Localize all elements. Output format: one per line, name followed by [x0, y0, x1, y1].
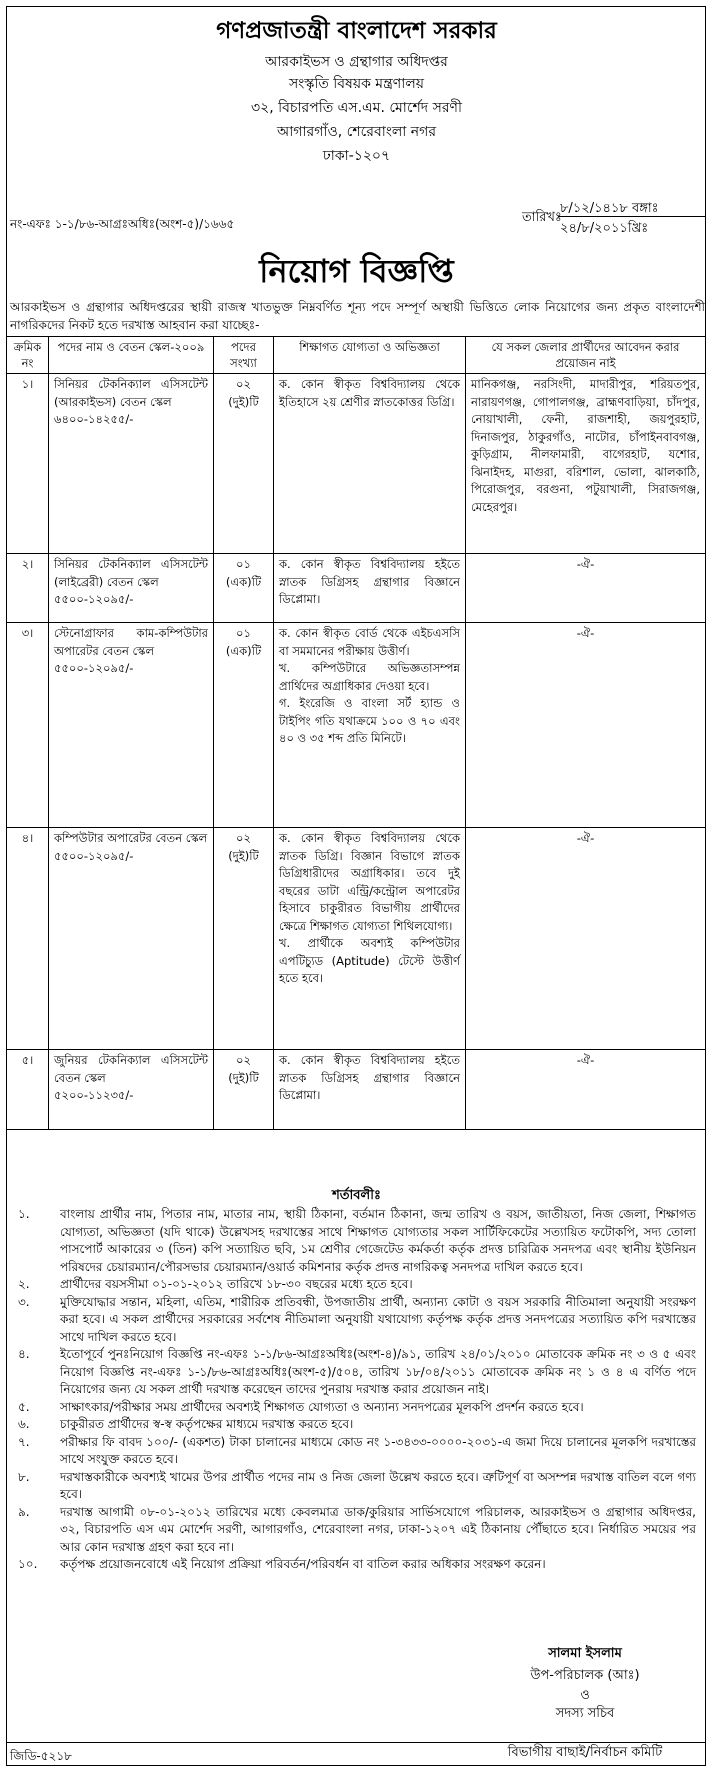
signatory-committee: বিভাগীয় বাছাই/নির্বাচন কমিটি	[507, 1745, 663, 1760]
vacancy-table	[6, 336, 706, 1130]
row-qualification	[274, 828, 466, 1050]
count-number: ০২	[236, 831, 251, 845]
list-item	[6, 1206, 706, 1276]
post-name: কম্পিউটার অপারেটর বেতন স্কেল	[54, 831, 208, 845]
list-item	[6, 1434, 706, 1469]
condition-number: ৮.	[18, 1469, 30, 1484]
condition-number: ৬.	[18, 1417, 30, 1431]
qualification-a: ক. কোন স্বীকৃত বিশ্ববিদ্যালয় থেকে স্নাতক ডিগ্রি। বিজ্ঞান বিভাগে স্নাতক ডিগ্রিধারীদের অগ্রাধিকার। তবে দুই বছরের ডাটা এন্ট্রি/কন্ট্রোল অপারেটর হিসাবে চাকুরীরত বিভাগীয় প্রার্থীদের ক্ষেত্রে শিক্ষাগত যোগ্যতা শিথিলযোগ্য।	[279, 831, 460, 933]
row-serial: ২।	[7, 554, 49, 623]
condition-text: মুক্তিযোদ্ধার সন্তান, মহিলা, এতিম, শারীরিক প্রতিবন্ধী, উপজাতীয় প্রার্থী, অন্যান্য কোটা ও বয়স সরকারি নীতিমালা অনুযায়ী সংরক্ষণ করা হবে। এ সকল প্রার্থীদের সরকারের সর্বশেষ নীতিমালা অনুযায়ী যথাযোগ্য কর্তৃপক্ষ কর্তৃক প্রদত্ত সনদপত্রের সত্যায়িত কপি দরখাস্তের সাথে দাখিল করতে হবে।	[60, 1294, 696, 1344]
row-post	[49, 554, 214, 623]
post-name: স্টেনোগ্রাফার কাম-কম্পিউটার অপারেটর বেতন স্কেল	[54, 626, 208, 658]
row-post	[49, 623, 214, 828]
count-word: (দুই)টি	[228, 394, 259, 409]
signatory-and: ও	[580, 1688, 590, 1703]
intro-text: আরকাইভস ও গ্রন্থাগার অধিদপ্তরের স্থায়ী রাজস্ব খাতভুক্ত নিম্নবর্ণিত শূন্য পদে সম্পূর্ণ অস্থায়ী ভিত্তিতে লোক নিয়োগের জন্য প্রকৃত বাংলাদেশী নাগরিকদের নিকট হতে দরখাস্ত আহবান করা যাচ্ছেঃ-	[10, 300, 705, 332]
address-line-3: ঢাকা-১২০৭	[322, 148, 391, 164]
post-name: সিনিয়র টেকনিক্যাল এসিসটেন্ট (লাইব্রেরী) বেতন স্কেল	[54, 557, 208, 589]
notice-title: নিয়োগ বিজ্ঞপ্তি	[259, 252, 454, 290]
count-number: ০২	[236, 1053, 251, 1067]
condition-text: কর্তৃপক্ষ প্রয়োজনবোধে এই নিয়োগ প্রক্রিয়া পরিবর্তন/পরিবর্ধন বা বাতিল করার অধিকার সংরক্ষণ করেন।	[60, 1557, 546, 1571]
pay-scale: ৫২০০-১১২৩৫/-	[54, 1088, 134, 1102]
signatory-name: সালমা ইসলাম	[548, 1646, 622, 1661]
qualification-a: ক. কোন স্বীকৃত বিশ্ববিদ্যালয় হইতে স্নাতক ডিগ্রিসহ গ্রন্থাগার বিজ্ঞানে ডিপ্লোমা।	[279, 557, 460, 606]
row-count	[214, 554, 274, 623]
address-line-2: আগারগাঁও, শেরেবাংলা নগর	[276, 124, 437, 140]
condition-number: ৪.	[18, 1347, 30, 1361]
count-word: (দুই)টি	[228, 848, 259, 863]
row-districts: -ঐ-	[466, 623, 706, 828]
condition-text: প্রার্থীদের বয়সসীমা ০১-০১-২০১২ তারিখে ১৮-৩০ বছরের মধ্যে হতে হবে।	[60, 1277, 413, 1291]
condition-text: পরীক্ষার ফি বাবদ ১০০/- (একশত) টাকা চালানের মাধ্যমে কোড নং ১-৩৪৩৩-০০০০-২০৩১-এ জমা দিয়ে চালানের মূলকপি দরখাস্তের সাথে সংযুক্ত করতে হবে।	[60, 1434, 696, 1466]
condition-number: ৭.	[18, 1434, 30, 1449]
row-qualification	[274, 1050, 466, 1130]
condition-number: ৩.	[18, 1294, 30, 1309]
header-count: পদের সংখ্যা	[214, 337, 274, 374]
qualification-b: খ. প্রার্থীকে অবশ্যই কম্পিউটার এপটিচ্যুড (Aptitude) টেস্টে উত্তীর্ণ হতে হবে।	[279, 936, 460, 985]
row-post	[49, 828, 214, 1050]
pay-scale: ৫৫০০-১২০৯৫/-	[54, 661, 134, 675]
condition-text: ইতোপূর্বে পুনঃনিয়োগ বিজ্ঞপ্তি নং-এফঃ ১-১/৮৬-আগ্রঃঅধিঃ(অংশ-৪)/৯১, তারিখ ২৪/০১/২০১০ মোতাবেক ক্রমিক নং ৩ ও ৫ এবং নিয়োগ বিজ্ঞপ্তি নং-এফঃ ১-১/৮৬-আগ্রঃঅধিঃ(অংশ-৫)/৫০৪, তারিখ ১৮/০৪/২০১১ মোতাবেক ক্রমিক নং ১ ও ৪ এ বর্ণিত পদে নিয়োগের জন্য যে সকল প্রার্থী দরখাস্ত করেছেন তাদের পুনরায় দরখাস্ত করার প্রয়োজন নাই।	[60, 1347, 696, 1396]
row-serial: ৫।	[7, 1050, 49, 1130]
table-row	[7, 1050, 706, 1130]
qualification-b: খ. কম্পিউটারে অভিজ্ঞতাসম্পন্ন প্রার্থিদের অগ্রাধিকার দেওয়া হবে।	[279, 661, 460, 693]
department-name: আরকাইভস ও গ্রন্থাগার অধিদপ্তর	[265, 54, 448, 70]
row-districts: -ঐ-	[466, 828, 706, 1050]
header-qualification: শিক্ষাগত যোগ্যতা ও অভিজ্ঞতা	[274, 337, 466, 374]
table-row	[7, 554, 706, 623]
count-number: ০১	[236, 626, 251, 640]
header-districts: যে সকল জেলার প্রার্থীদের আবেদন করার প্রয়োজন নাই	[466, 337, 706, 374]
qualification-a: ক. কোন স্বীকৃত বোর্ড থেকে এইচএসসি বা সমমানের পরীক্ষায় উত্তীর্ণ।	[279, 626, 460, 658]
list-item	[6, 1399, 706, 1417]
row-districts: -ঐ-	[466, 554, 706, 623]
row-post	[49, 1050, 214, 1130]
row-districts: মানিকগঞ্জ, নরসিংদী, মাদারীপুর, শরিয়তপুর, নারায়ণগঞ্জ, গোপালগঞ্জ, ব্রাহ্মণবাড়িয়া, চাঁদপুর, নোয়াখালী, ফেনী, রাজশাহী, জয়পুরহাট, দিনাজপুর, ঠাকুরগাঁও, নাটোর, চাঁপাইনবাবগঞ্জ, কুড়িগ্রাম, নীলফামারী, বাগেরহাট, যশোর, ঝিনাইদহ, মাগুরা, বরিশাল, ভোলা, ঝালকাঠি, পিরোজপুর, বরগুনা, পটুয়াখালী, সিরাজগঞ্জ, মেহেরপুর।	[466, 374, 706, 554]
conditions-list	[6, 1206, 706, 1574]
row-qualification	[274, 623, 466, 828]
condition-text: দরখাস্ত আগামী ০৮-০১-২০১২ তারিখের মধ্যে কেবলমাত্র ডাক/কুরিয়ার সার্ভিসযোগে পরিচালক, আরকাইভস ও গ্রন্থাগার অধিদপ্তর, ৩২, বিচারপতি এস এম মোর্শেদ সরণী, আগারগাঁও, শেরেবাংলা নগর, ঢাকা-১২০৭ এই ঠিকানায় পৌঁছাতে হবে। নির্ধারিত সময়ের পর আর কোন দরখাস্ত গ্রহণ করা হবে না।	[60, 1504, 696, 1554]
header-serial: ক্রমিক নং	[7, 337, 49, 374]
qualification-c: গ. ইংরেজি ও বাংলা সর্ট হ্যান্ড ও টাইপিং গতি যথাক্রমে ১০০ ও ৭০ এবং ৪০ ও ৩৫ শব্দ প্রতি মিনিটে।	[279, 696, 460, 745]
condition-text: সাক্ষাৎকার/পরীক্ষার সময় প্রার্থীদের অবশ্যই শিক্ষাগত যোগ্যতা ও অন্যান্য সনদপত্রের মূলকপি প্রদর্শন করতে হবে।	[60, 1399, 584, 1414]
count-word: (দুই)টি	[228, 1070, 259, 1085]
list-item	[6, 1556, 706, 1574]
government-title: গণপ্রজাতন্ত্রী বাংলাদেশ সরকার	[216, 18, 497, 44]
date-bangla: ৮/১২/১৪১৮ বঙ্গাঃ	[560, 201, 659, 216]
list-item	[6, 1346, 706, 1399]
condition-text: দরখাস্তকারীকে অবশ্যই খামের উপর প্রার্থীত পদের নাম ও নিজ জেলা উল্লেখ করতে হবে। ত্রুটিপূর্ণ বা অসম্পন্ন দরখাস্ত বাতিল বলে গণ্য হবে।	[60, 1469, 696, 1501]
count-word: (এক)টি	[225, 643, 262, 658]
condition-text: চাকুরীরত প্রার্থীদের স্ব-স্ব কর্তৃপক্ষের মাধ্যমে দরখাস্ত করতে হবে।	[60, 1417, 354, 1431]
condition-number: ২.	[18, 1277, 30, 1291]
list-item	[6, 1504, 706, 1557]
count-word: (এক)টি	[225, 574, 262, 589]
qualification-a: ক. কোন স্বীকৃত বিশ্ববিদ্যালয় থেকে ইতিহাসে ২য় শ্রেণীর স্নাতকোত্তর ডিগ্রি।	[279, 377, 460, 409]
row-qualification	[274, 554, 466, 623]
post-name: জুনিয়র টেকনিক্যাল এসিসটেন্ট বেতন স্কেল	[54, 1053, 208, 1085]
list-item	[6, 1469, 706, 1504]
table-row	[7, 374, 706, 554]
condition-number: ৯.	[18, 1504, 30, 1519]
signatory-role: সদস্য সচিব	[555, 1706, 615, 1721]
row-count	[214, 623, 274, 828]
table-row	[7, 623, 706, 828]
row-serial: ৩।	[7, 623, 49, 828]
pay-scale: ৫৫০০-১২০৯৫/-	[54, 592, 134, 606]
post-name: সিনিয়র টেকনিক্যাল এসিসটেন্ট (আরকাইভস) বেতন স্কেল	[54, 377, 208, 409]
row-serial: ৪।	[7, 828, 49, 1050]
date-label: তারিখঃ	[522, 210, 562, 225]
signatory-designation: উপ-পরিচালক (আঃ)	[530, 1668, 640, 1683]
conditions-title: শর্তাবলীঃ	[332, 1188, 381, 1203]
pay-scale: ৬৪০০-১৪২৫৫/-	[54, 412, 134, 426]
ministry-name: সংস্কৃতি বিষয়ক মন্ত্রণালয়	[288, 76, 425, 92]
condition-number: ১.	[18, 1207, 30, 1221]
date-english: ২৪/৮/২০১১খ্রিঃ	[560, 221, 649, 236]
memo-number: নং-এফঃ ১-১/৮৬-আগ্রঃঅধিঃ(অংশ-৫)/১৬৬৫	[10, 217, 235, 231]
row-serial: ১।	[7, 374, 49, 554]
row-count	[214, 828, 274, 1050]
list-item	[6, 1276, 706, 1294]
condition-number: ৫.	[18, 1399, 30, 1414]
row-count	[214, 1050, 274, 1130]
row-qualification	[274, 374, 466, 554]
count-number: ০২	[236, 377, 251, 391]
count-number: ০১	[236, 557, 251, 571]
qualification-a: ক. কোন স্বীকৃত বিশ্ববিদ্যালয় হইতে স্নাতক ডিগ্রিসহ গ্রন্থাগার বিজ্ঞানে ডিপ্লোমা।	[279, 1053, 460, 1102]
gd-number: জিডি-৫২১৮	[10, 1749, 72, 1763]
address-line-1: ৩২, বিচারপতি এস.এম. মোর্শেদ সরণী	[250, 100, 462, 116]
row-districts: -ঐ-	[466, 1050, 706, 1130]
pay-scale: ৫৫০০-১২০৯৫/-	[54, 848, 134, 863]
condition-number: ১০.	[18, 1557, 38, 1571]
table-row	[7, 828, 706, 1050]
list-item	[6, 1294, 706, 1347]
table-header-row	[7, 337, 706, 374]
row-count	[214, 374, 274, 554]
condition-text: বাংলায় প্রার্থীর নাম, পিতার নাম, মাতার নাম, স্থায়ী ঠিকানা, বর্তমান ঠিকানা, জন্ম তারিখ ও বয়স, জাতীয়তা, নিজ জেলা, শিক্ষাগত যোগ্যতা, অভিজ্ঞতা (যদি থাকে) উল্লেখসহ দরখাস্তের সাথে শিক্ষাগত যোগ্যতার সকল সার্টিফিকেটের সত্যায়িত ফটোকপি, সদ্য তোলা পাসপোর্ট আকারের ৩ (তিন) কপি সত্যায়িত ছবি, ১ম শ্রেণীর গেজেটেড কর্মকর্তা কর্তৃক প্রদত্ত চারিত্রিক সনদপত্র এবং স্থানীয় ইউনিয়ন পরিষদের চেয়ারম্যান/পৌরসভার চেয়ারম্যান/ওয়ার্ড কমিশনার কর্তৃক প্রদত্ত নাগরিকত্ব সনদপত্র দাখিল করতে হবে।	[60, 1207, 696, 1274]
row-post	[49, 374, 214, 554]
date-divider	[558, 216, 706, 217]
header-post: পদের নাম ও বেতন স্কেল-২০০৯	[49, 337, 214, 374]
footer-divider	[6, 1742, 706, 1743]
list-item	[6, 1416, 706, 1434]
